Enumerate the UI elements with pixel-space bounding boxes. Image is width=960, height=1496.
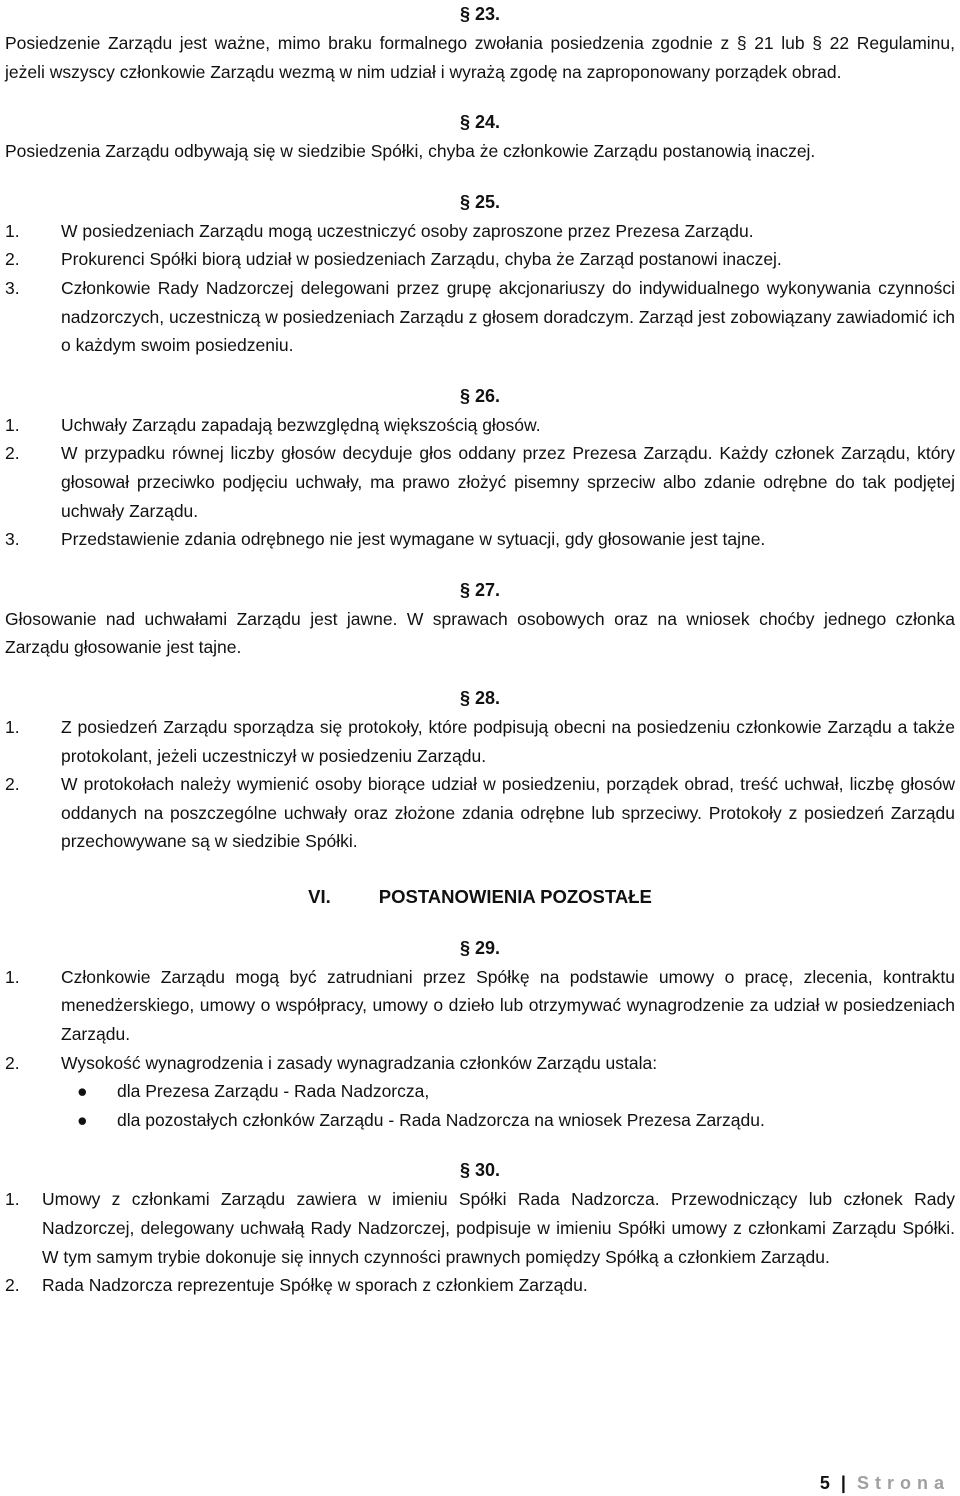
section-25-item-3	[5, 274, 955, 360]
item-text: Członkowie Zarządu mogą być zatrudniani przez Spółkę na podstawie umowy o pracę, zlecenia, kontraktu menedżerskiego, umowy o współpracy, umowy o dzieło lub otrzymywać wynagrodzenie za udział w posiedzeniach Zarządu.	[61, 966, 955, 1045]
section-28-item-1	[5, 713, 955, 770]
section-heading-30: § 30.	[459, 1160, 501, 1181]
section-29-bullet-2	[77, 1106, 955, 1135]
item-number: 2.	[5, 774, 20, 795]
item-number: 1.	[5, 1189, 20, 1210]
item-text: Wysokość wynagrodzenia i zasady wynagradzania członków Zarządu ustala:	[61, 1052, 658, 1073]
item-text: Przedstawienie zdania odrębnego nie jest wymagane w sytuacji, gdy głosowanie jest tajne.	[61, 529, 766, 550]
item-number: 2.	[5, 1275, 20, 1296]
item-number: 3.	[5, 277, 20, 298]
section-30-item-1	[5, 1185, 955, 1271]
item-number: 1.	[5, 220, 20, 241]
section-25-item-2	[5, 245, 955, 274]
section-30-item-2	[5, 1271, 955, 1300]
section-29-item-2	[5, 1049, 955, 1078]
footer-page-word: Strona	[856, 1473, 950, 1493]
section-28-item-2	[5, 770, 955, 856]
section-26-item-2	[5, 439, 955, 525]
item-number: 1.	[5, 966, 20, 987]
page-footer	[820, 1470, 950, 1496]
item-number: 1.	[5, 414, 20, 435]
bullet-text: dla Prezesa Zarządu - Rada Nadzorcza,	[117, 1081, 430, 1102]
section-heading-26: § 26.	[459, 385, 501, 406]
chapter-heading	[5, 882, 955, 912]
document-page	[5, 0, 955, 1300]
chapter-numeral: VI.	[308, 885, 331, 907]
item-text: Rada Nadzorcza reprezentuje Spółkę w sporach z członkiem Zarządu.	[42, 1275, 588, 1296]
footer-separator: |	[840, 1473, 846, 1493]
item-number: 2.	[5, 1052, 20, 1073]
bullet-text: dla pozostałych członków Zarządu - Rada Nadzorcza na wniosek Prezesa Zarządu.	[117, 1109, 765, 1130]
bullet-icon: ●	[77, 1109, 88, 1130]
chapter-title: POSTANOWIENIA POZOSTAŁE	[378, 885, 652, 907]
section-29-bullet-1	[77, 1077, 955, 1106]
item-number: 2.	[5, 443, 20, 464]
section-heading-25: § 25.	[459, 191, 501, 212]
item-text: Uchwały Zarządu zapadają bezwzględną większością głosów.	[61, 414, 541, 435]
section-29-item-1	[5, 963, 955, 1049]
section-heading-24: § 24.	[459, 112, 501, 133]
item-text: W posiedzeniach Zarządu mogą uczestniczyć osoby zaproszone przez Prezesa Zarządu.	[61, 220, 754, 241]
item-text: Umowy z członkami Zarządu zawiera w imieniu Spółki Rada Nadzorcza. Przewodniczący lub członek Rady Nadzorczej, delegowany uchwałą Rady Nadzorczej, podpisuje w imieniu Spółki umowy z członkami Zarządu Spółki. W tym samym trybie dokonuje się innych czynności prawnych pomiędzy Spółką a członkiem Zarządu.	[42, 1189, 955, 1267]
page-number: 5	[819, 1473, 830, 1493]
section-27-text: Głosowanie nad uchwałami Zarządu jest jawne. W sprawach osobowych oraz na wniosek choćby jednego członka Zarządu głosowanie jest tajne.	[5, 608, 955, 658]
item-number: 2.	[5, 249, 20, 270]
section-24-text: Posiedzenia Zarządu odbywają się w siedzibie Spółki, chyba że członkowie Zarządu postanowią inaczej.	[5, 141, 816, 162]
section-heading-27: § 27.	[459, 579, 501, 600]
section-26-item-3	[5, 525, 955, 554]
item-text: Członkowie Rady Nadzorczej delegowani przez grupę akcjonariuszy do indywidualnego wykonywania czynności nadzorczych, uczestniczą w posiedzeniach Zarządu z głosem doradczym. Zarząd jest zobowiązany zawiadomić ich o każdym swoim posiedzeniu.	[61, 277, 955, 356]
section-heading-28: § 28.	[459, 687, 501, 708]
item-text: Z posiedzeń Zarządu sporządza się protokoły, które podpisują obecni na posiedzeniu członkowie Zarządu a także protokolant, jeżeli uczestniczył w posiedzeniu Zarządu.	[61, 716, 955, 766]
section-heading-29: § 29.	[459, 937, 501, 958]
section-heading-23: § 23.	[459, 4, 501, 24]
item-number: 1.	[5, 716, 20, 737]
item-text: W protokołach należy wymienić osoby biorące udział w posiedzeniu, porządek obrad, treść uchwał, liczbę głosów oddanych na poszczególne uchwały oraz złożone zdania odrębne lub sprzeciwy. Protokoły z posiedzeń Zarządu przechowywane są w siedzibie Spółki.	[61, 774, 955, 852]
section-23-text: Posiedzenie Zarządu jest ważne, mimo braku formalnego zwołania posiedzenia zgodnie z § 21 lub § 22 Regulaminu, jeżeli wszyscy członkowie Zarządu wezmą w nim udział i wyrażą zgodę na zaproponowany porządek obrad.	[5, 33, 955, 82]
item-text: Prokurenci Spółki biorą udział w posiedzeniach Zarządu, chyba że Zarząd postanowi inaczej.	[61, 249, 782, 270]
bullet-icon: ●	[77, 1081, 88, 1102]
section-26-item-1	[5, 411, 955, 440]
item-number: 3.	[5, 529, 20, 550]
item-text: W przypadku równej liczby głosów decyduje głos oddany przez Prezesa Zarządu. Każdy członek Zarządu, który głosował przeciwko podjęciu uchwały, ma prawo złożyć pisemny sprzeciw albo zdanie odrębne do tak podjętej uchwały Zarządu.	[61, 443, 955, 521]
section-25-item-1	[5, 217, 955, 246]
